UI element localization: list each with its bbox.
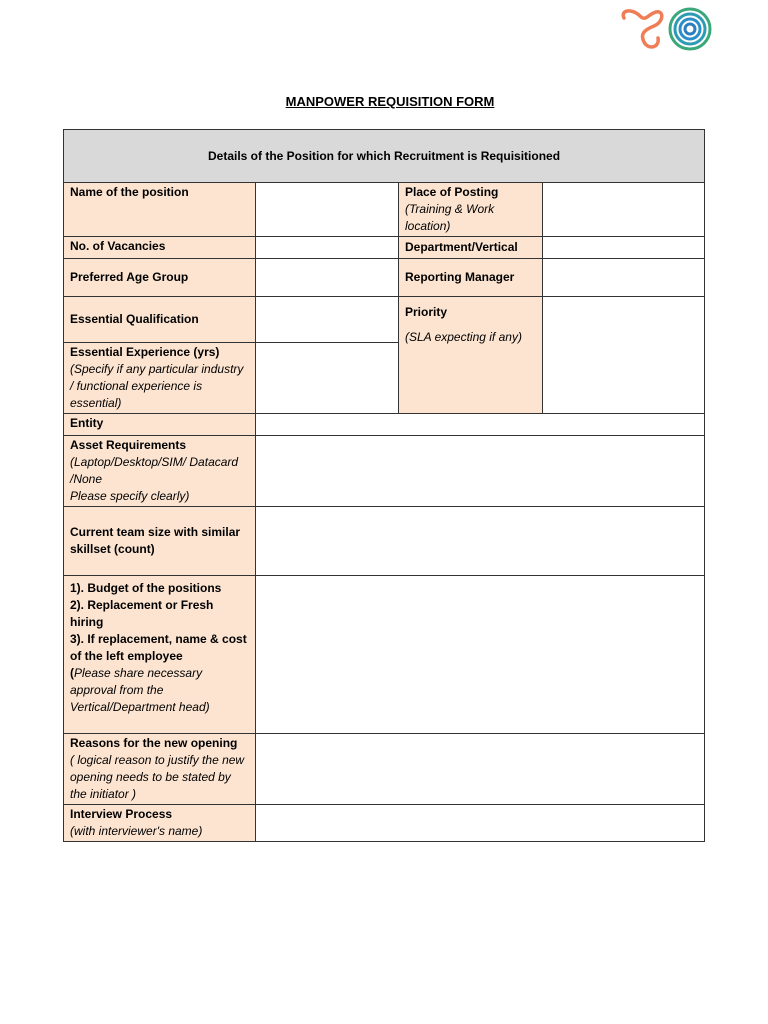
entity-field[interactable] — [256, 414, 705, 436]
reporting-manager-label: Reporting Manager — [399, 259, 543, 297]
budget-field[interactable] — [256, 576, 705, 734]
team-size-field[interactable] — [256, 507, 705, 576]
orange-swirl-icon — [623, 11, 662, 47]
assets-label: Asset Requirements (Laptop/Desktop/SIM/ Datacard /None Please specify clearly) — [64, 436, 256, 507]
department-label: Department/Vertical — [399, 237, 543, 259]
reasons-field[interactable] — [256, 734, 705, 805]
page-title: MANPOWER REQUISITION FORM — [285, 94, 495, 109]
requisition-table — [63, 129, 705, 842]
vacancies-field[interactable] — [256, 237, 399, 259]
concentric-circles-icon — [670, 9, 710, 49]
assets-field[interactable] — [256, 436, 705, 507]
vacancies-label: No. of Vacancies — [64, 237, 256, 259]
interview-label: Interview Process (with interviewer's name) — [64, 805, 256, 842]
experience-label: Essential Experience (yrs) (Specify if any particular industry / functional experience is essential) — [64, 343, 256, 414]
department-field[interactable] — [543, 237, 705, 259]
priority-label: Priority (SLA expecting if any) — [399, 297, 543, 414]
company-logo — [618, 4, 718, 54]
age-group-label: Preferred Age Group — [64, 259, 256, 297]
position-name-label: Name of the position — [64, 183, 256, 237]
place-of-posting-label: Place of Posting (Training & Work location) — [399, 183, 543, 237]
entity-label: Entity — [64, 414, 256, 436]
qualification-label: Essential Qualification — [64, 297, 256, 343]
reasons-label: Reasons for the new opening ( logical reason to justify the new opening needs to be stated by the initiator ) — [64, 734, 256, 805]
priority-field[interactable] — [543, 297, 705, 414]
team-size-label: Current team size with similar skillset (count) — [64, 507, 256, 576]
age-group-field[interactable] — [256, 259, 399, 297]
experience-field[interactable] — [256, 343, 399, 414]
qualification-field[interactable] — [256, 297, 399, 343]
reporting-manager-field[interactable] — [543, 259, 705, 297]
budget-label: 1). Budget of the positions 2). Replacement or Fresh hiring 3). If replacement, name & cost of the left employee (Please share necessary approval from the Vertical/Department head) — [64, 576, 256, 734]
place-of-posting-field[interactable] — [543, 183, 705, 237]
position-name-field[interactable] — [256, 183, 399, 237]
section-title: Details of the Position for which Recruitment is Requisitioned — [64, 130, 705, 183]
interview-field[interactable] — [256, 805, 705, 842]
